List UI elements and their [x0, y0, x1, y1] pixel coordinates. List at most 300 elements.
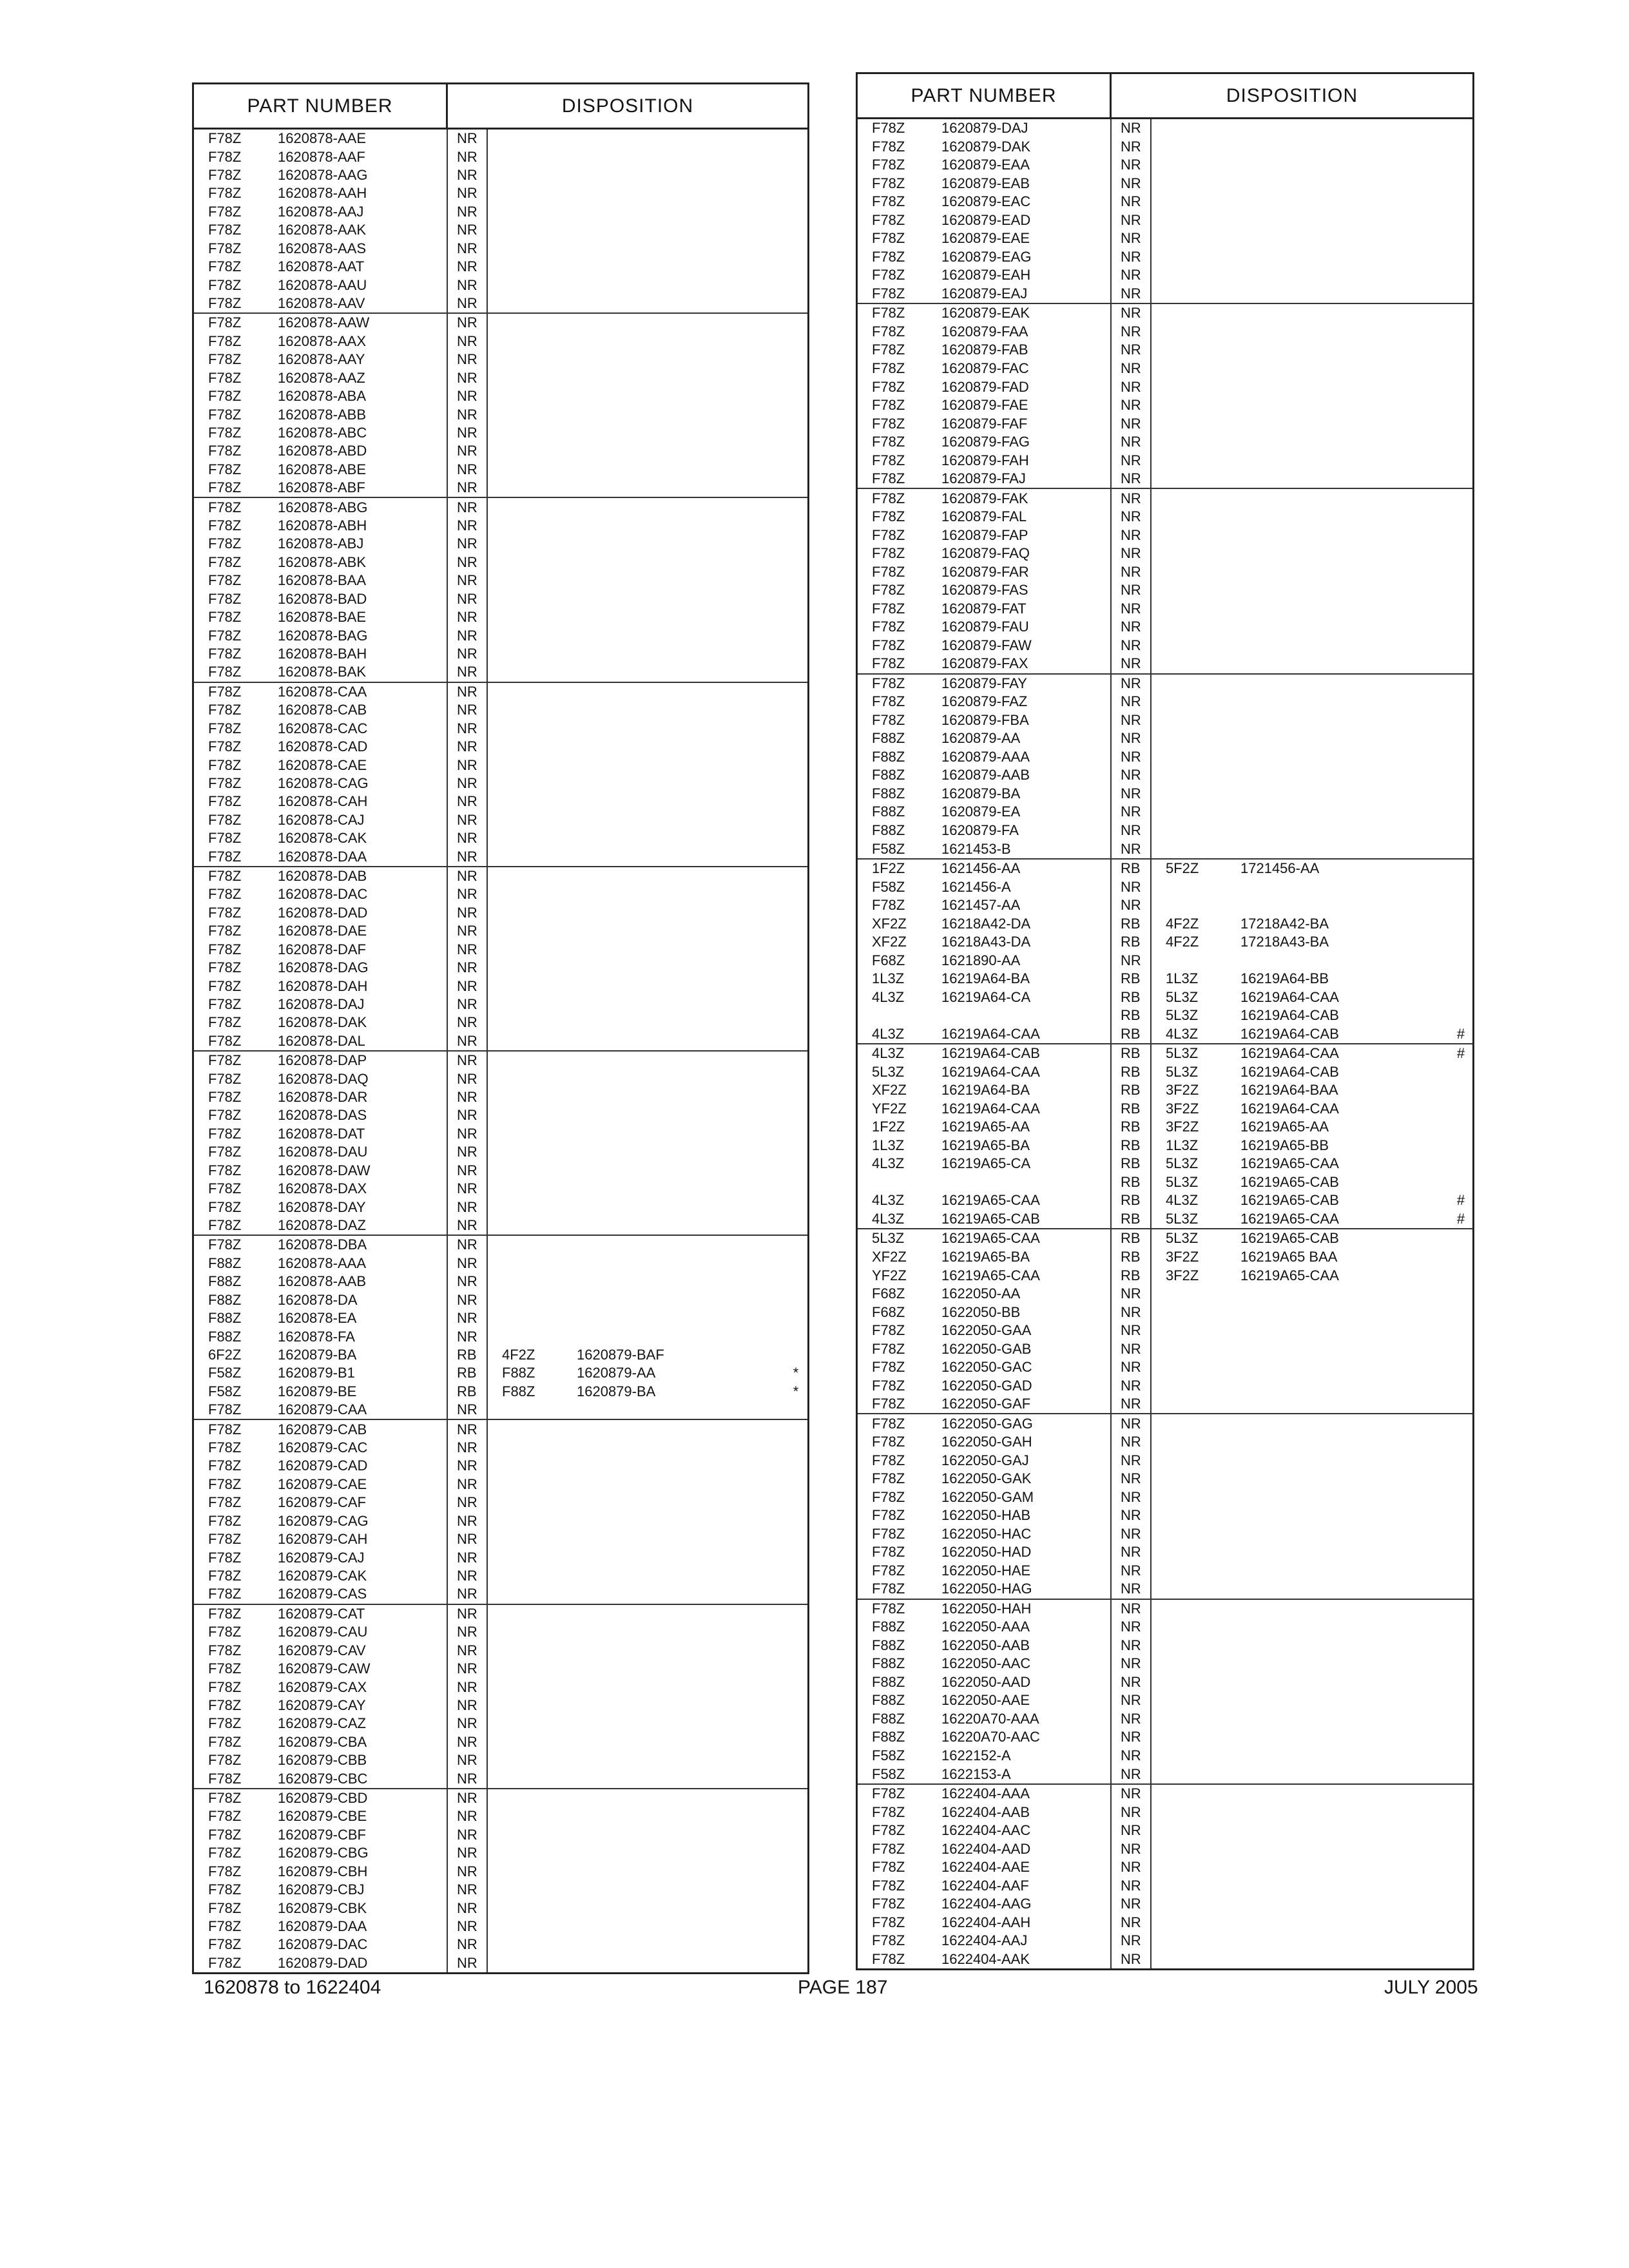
part-prefix: F78Z: [208, 369, 242, 386]
disposition-code: NR: [1112, 840, 1152, 858]
table-row: [858, 748, 1472, 767]
table-row: [194, 276, 807, 294]
table-row: [194, 1623, 807, 1641]
part-number: 16219A65-BA: [941, 1137, 1112, 1155]
table-row: [858, 193, 1472, 211]
replacement-prefix: 4F2Z: [1166, 934, 1199, 950]
part-number: 1620878-BAH: [278, 645, 448, 663]
part-prefix: F78Z: [872, 508, 905, 525]
part-number: 1620879-FAB: [941, 341, 1112, 360]
replacement-prefix: 3F2Z: [1166, 1100, 1199, 1117]
part-prefix: F78Z: [208, 683, 242, 700]
disposition-code: NR: [1112, 248, 1152, 267]
disposition-code: NR: [448, 608, 488, 626]
part-number: 1620879-EAA: [941, 156, 1112, 175]
part-prefix: F78Z: [872, 1377, 905, 1394]
disposition-code: NR: [1112, 1655, 1152, 1673]
disposition-code: NR: [1112, 1618, 1152, 1637]
part-number: 1622050-GAH: [941, 1433, 1112, 1452]
replacement-part-number: 16219A64-BAA: [1240, 1082, 1338, 1099]
disposition-header: DISPOSITION: [1226, 84, 1358, 106]
note-mark: #: [1456, 1045, 1465, 1062]
table-row: [858, 1895, 1472, 1914]
part-number: 1620878-CAB: [278, 701, 448, 719]
part-prefix: F78Z: [872, 1488, 905, 1505]
disposition-code: NR: [1112, 433, 1152, 452]
table-row: [194, 1309, 807, 1327]
part-number: 1620879-CAE: [278, 1475, 448, 1494]
part-prefix: F88Z: [208, 1273, 242, 1290]
part-number: 1620879-BA: [941, 785, 1112, 803]
table-row: [194, 130, 807, 148]
disposition-code: RB: [1112, 988, 1152, 1006]
disposition-code: NR: [448, 1807, 488, 1825]
part-number: 1620878-AAF: [278, 148, 448, 166]
disposition-code: RB: [1112, 860, 1152, 878]
table-row: [194, 1088, 807, 1106]
part-prefix: F78Z: [872, 378, 905, 395]
part-number: [941, 1173, 1112, 1192]
part-number: 1620878-DAB: [278, 867, 448, 885]
footer-range: 1620878 to 1622404: [204, 1977, 381, 1998]
part-number: 1620878-BAG: [278, 626, 448, 644]
part-prefix: F78Z: [208, 830, 242, 847]
note-mark: *: [793, 1365, 799, 1381]
disposition-code: NR: [1112, 1506, 1152, 1525]
disposition-code: NR: [1112, 1728, 1152, 1747]
table-row: [858, 1340, 1472, 1358]
table-row: [858, 1562, 1472, 1581]
part-prefix: F78Z: [872, 1434, 905, 1450]
part-number: 1620879-FAL: [941, 508, 1112, 526]
table-row: [858, 729, 1472, 748]
disposition-code: NR: [1112, 562, 1152, 581]
disposition-code: NR: [448, 1826, 488, 1844]
part-number: 1622050-HAG: [941, 1580, 1112, 1599]
replacement-part-number: 16219A64-CAA: [1240, 1045, 1339, 1062]
table-row: [194, 847, 807, 865]
disposition-code: NR: [448, 719, 488, 737]
replacement-prefix: 1L3Z: [1166, 1137, 1199, 1153]
part-prefix: F58Z: [872, 1765, 905, 1782]
disposition-code: NR: [448, 774, 488, 793]
part-number: 1620879-FAR: [941, 562, 1112, 581]
part-number: 1622050-AAE: [941, 1691, 1112, 1710]
row-group: [858, 304, 1472, 489]
table-row: [858, 878, 1472, 896]
disposition-code: NR: [1112, 785, 1152, 803]
part-prefix: F78Z: [872, 619, 905, 635]
part-number: 1620879-CAF: [278, 1494, 448, 1512]
table-row: [858, 1229, 1472, 1248]
disposition-code: NR: [1112, 748, 1152, 767]
table-row: [858, 323, 1472, 341]
part-prefix: F88Z: [208, 1328, 242, 1345]
table-row: [194, 1844, 807, 1862]
table-row: [858, 1433, 1472, 1452]
part-number: 1620878-DAJ: [278, 995, 448, 1014]
part-prefix: F78Z: [208, 1089, 242, 1106]
replacement-part-number: 16219A64-CAB: [1240, 1007, 1339, 1024]
part-number: 1620879-CBK: [278, 1899, 448, 1917]
part-number: 1622050-AAC: [941, 1655, 1112, 1673]
part-prefix: XF2Z: [872, 934, 907, 950]
table-row: [858, 266, 1472, 285]
table-row: [858, 229, 1472, 248]
disposition-code: NR: [1112, 600, 1152, 619]
part-number: 16218A42-DA: [941, 914, 1112, 933]
table-row: [194, 1475, 807, 1494]
disposition-code: NR: [1112, 1785, 1152, 1803]
part-number: 1620878-DAU: [278, 1143, 448, 1161]
part-prefix: F88Z: [208, 1310, 242, 1327]
part-prefix: F78Z: [208, 941, 242, 957]
row-group: [194, 130, 807, 314]
part-prefix: F78Z: [208, 1439, 242, 1456]
disposition-code: NR: [1112, 1803, 1152, 1821]
part-prefix: F78Z: [872, 490, 905, 506]
part-prefix: YF2Z: [872, 1267, 907, 1283]
part-number: 1622050-AAB: [941, 1637, 1112, 1655]
part-prefix: F78Z: [872, 1896, 905, 1912]
disposition-code: NR: [1112, 1376, 1152, 1395]
row-group: [858, 1600, 1472, 1785]
disposition-code: NR: [448, 387, 488, 405]
table-row: [858, 1821, 1472, 1840]
right-table-body: [858, 119, 1472, 1968]
disposition-code: NR: [448, 1032, 488, 1050]
table-row: [858, 1580, 1472, 1599]
part-prefix: F78Z: [208, 1125, 242, 1142]
disposition-code: NR: [448, 1070, 488, 1088]
table-row: [858, 1488, 1472, 1506]
table-row: [194, 1198, 807, 1216]
note-mark: #: [1456, 1210, 1465, 1227]
table-row: [858, 470, 1472, 488]
disposition-code: NR: [1112, 451, 1152, 470]
part-prefix: F78Z: [208, 1198, 242, 1215]
part-prefix: 1L3Z: [872, 1137, 905, 1153]
disposition-code: NR: [448, 1696, 488, 1715]
part-prefix: F78Z: [208, 664, 242, 680]
table-row: [194, 1070, 807, 1088]
part-number: 1620878-CAH: [278, 793, 448, 811]
disposition-code: NR: [1112, 1747, 1152, 1765]
table-row: [194, 977, 807, 995]
table-row: [858, 304, 1472, 323]
disposition-code: RB: [1112, 1100, 1152, 1119]
disposition-code: NR: [1112, 675, 1152, 693]
disposition-code: NR: [448, 1917, 488, 1936]
table-row: [194, 1863, 807, 1881]
part-number: 1622050-GAB: [941, 1340, 1112, 1358]
replacement-prefix: 5L3Z: [1166, 988, 1199, 1005]
part-number: 1620879-BA: [278, 1346, 448, 1364]
part-number: 1620878-AAX: [278, 332, 448, 351]
table-row: [858, 1803, 1472, 1821]
part-number: 1620879-FAH: [941, 451, 1112, 470]
table-row: [194, 1346, 807, 1364]
part-number: 1620878-AAE: [278, 130, 448, 148]
part-prefix: F78Z: [208, 479, 242, 496]
disposition-code: NR: [448, 1789, 488, 1807]
disposition-code: NR: [448, 1014, 488, 1032]
disposition-code: NR: [448, 1844, 488, 1862]
disposition-code: RB: [1112, 914, 1152, 933]
part-number-header: PART NUMBER: [194, 84, 448, 128]
part-prefix: F78Z: [208, 627, 242, 644]
table-row: [194, 683, 807, 701]
table-row: [194, 369, 807, 387]
replacement-prefix: 5F2Z: [1166, 860, 1199, 877]
disposition-code: NR: [1112, 637, 1152, 655]
table-row: [858, 1358, 1472, 1377]
part-number: 1620878-DAE: [278, 922, 448, 940]
replacement-part-number: 16219A65-CAB: [1240, 1173, 1339, 1190]
part-prefix: F78Z: [872, 1396, 905, 1412]
part-prefix: F78Z: [208, 1475, 242, 1492]
part-prefix: F78Z: [872, 175, 905, 191]
replacement-part-number: 16219A65-CAB: [1240, 1192, 1339, 1209]
disposition-code: RB: [1112, 1024, 1152, 1043]
part-prefix: F78Z: [208, 1881, 242, 1898]
part-number: 1620879-FA: [941, 822, 1112, 840]
part-prefix: F78Z: [872, 267, 905, 284]
table-row: [858, 1303, 1472, 1321]
replacement-part-number: 16219A64-CAA: [1240, 1100, 1339, 1117]
part-number: 1620879-EAC: [941, 193, 1112, 211]
table-row: [194, 811, 807, 829]
part-prefix: F78Z: [208, 1954, 242, 1971]
part-prefix: F78Z: [872, 711, 905, 728]
table-row: [194, 941, 807, 959]
note-mark: *: [793, 1383, 799, 1399]
part-prefix: F78Z: [872, 1562, 905, 1579]
disposition-code: RB: [1112, 1173, 1152, 1192]
part-prefix: F78Z: [208, 1531, 242, 1548]
part-number: 1620879-FAW: [941, 637, 1112, 655]
disposition-code: NR: [1112, 378, 1152, 396]
disposition-code: NR: [448, 1162, 488, 1180]
part-number: 1622050-GAC: [941, 1358, 1112, 1377]
part-number-header: PART NUMBER: [858, 74, 1112, 117]
disposition-code: RB: [448, 1346, 488, 1364]
part-number: 1620878-DA: [278, 1291, 448, 1309]
row-group: [858, 1229, 1472, 1414]
part-prefix: F78Z: [872, 341, 905, 358]
table-row: [858, 693, 1472, 711]
disposition-code: NR: [448, 1548, 488, 1566]
part-prefix: XF2Z: [872, 915, 907, 932]
table-row: [194, 1585, 807, 1603]
part-prefix: F88Z: [872, 822, 905, 838]
table-row: [858, 1006, 1472, 1025]
table-row: [858, 1173, 1472, 1192]
table-row: [194, 590, 807, 608]
part-prefix: F78Z: [872, 1544, 905, 1561]
table-row: [858, 1710, 1472, 1729]
part-number: 1620879-EAE: [941, 229, 1112, 248]
part-number: 1622050-AA: [941, 1285, 1112, 1303]
part-number: 1620878-ABE: [278, 461, 448, 479]
part-number: 1621456-A: [941, 878, 1112, 896]
disposition-code: NR: [1112, 304, 1152, 323]
part-prefix: F78Z: [872, 1359, 905, 1376]
part-number: 1620879-FAX: [941, 655, 1112, 673]
disposition-code: NR: [448, 369, 488, 387]
part-prefix: F78Z: [208, 295, 242, 311]
part-prefix: F78Z: [208, 1917, 242, 1934]
part-prefix: F78Z: [208, 1070, 242, 1087]
replacement-part-number: 16219A65-AA: [1240, 1119, 1329, 1135]
part-prefix: F78Z: [208, 1512, 242, 1529]
part-number: 1620878-DAQ: [278, 1070, 448, 1088]
table-row: [858, 1876, 1472, 1895]
replacement-part-number: 16219A64-BB: [1240, 970, 1329, 987]
part-prefix: F88Z: [872, 803, 905, 820]
part-number: 1620878-AAW: [278, 314, 448, 332]
part-number: 1620879-FAT: [941, 600, 1112, 619]
part-number: 1620878-AAJ: [278, 203, 448, 221]
disposition-code: NR: [1112, 1470, 1152, 1488]
part-number: 1622050-GAK: [941, 1470, 1112, 1488]
part-prefix: F88Z: [872, 1673, 905, 1690]
replacement-part-number: 1620879-BA: [577, 1383, 656, 1399]
table-row: [194, 1826, 807, 1844]
part-number: 1620879-FAP: [941, 526, 1112, 544]
part-prefix: F78Z: [872, 526, 905, 543]
table-row: [194, 1254, 807, 1273]
disposition-code: NR: [448, 663, 488, 681]
disposition-code: NR: [1112, 1821, 1152, 1840]
disposition-code: NR: [448, 1198, 488, 1216]
part-number: 1620879-DAC: [278, 1936, 448, 1954]
table-row: [858, 451, 1472, 470]
disposition-code: NR: [448, 1512, 488, 1530]
part-number: 1622404-AAG: [941, 1895, 1112, 1914]
part-prefix: F78Z: [872, 230, 905, 247]
table-row: [194, 867, 807, 885]
disposition-code: NR: [448, 1052, 488, 1070]
part-number: 16219A64-BA: [941, 970, 1112, 988]
part-prefix: F78Z: [872, 1415, 905, 1432]
table-row: [858, 1100, 1472, 1119]
disposition-code: NR: [1112, 1562, 1152, 1581]
part-number: 1622050-AAA: [941, 1618, 1112, 1637]
part-prefix: F78Z: [872, 1950, 905, 1967]
part-number: 1620878-CAC: [278, 719, 448, 737]
part-prefix: F78Z: [208, 222, 242, 238]
part-number: 1620878-DAL: [278, 1032, 448, 1050]
part-number: 1620879-EAD: [941, 211, 1112, 230]
part-prefix: F78Z: [208, 1678, 242, 1695]
table-row: [858, 248, 1472, 267]
table-row: [858, 1248, 1472, 1267]
part-prefix: F78Z: [208, 1845, 242, 1861]
disposition-code: NR: [448, 1125, 488, 1143]
part-number: 1620879-CAD: [278, 1457, 448, 1475]
part-prefix: F78Z: [208, 258, 242, 275]
part-number: 1621457-AA: [941, 896, 1112, 915]
disposition-code: NR: [1112, 360, 1152, 378]
part-number: 1620878-AAS: [278, 240, 448, 258]
table-row: [858, 1785, 1472, 1803]
disposition-code: RB: [1112, 1081, 1152, 1100]
disposition-code: NR: [1112, 526, 1152, 544]
table-row: [194, 1273, 807, 1291]
part-prefix: 4L3Z: [872, 1155, 905, 1172]
part-number: 1620878-DAA: [278, 847, 448, 865]
part-prefix: F78Z: [872, 1822, 905, 1839]
table-row: [194, 719, 807, 737]
part-prefix: F78Z: [208, 1144, 242, 1160]
part-prefix: F78Z: [208, 702, 242, 718]
disposition-code: NR: [1112, 175, 1152, 193]
table-row: [858, 1673, 1472, 1692]
disposition-code: NR: [1112, 138, 1152, 157]
disposition-code: NR: [1112, 951, 1152, 970]
table-row: [194, 1641, 807, 1659]
part-number: 1620879-FAG: [941, 433, 1112, 452]
table-row: [858, 970, 1472, 988]
table-row: [858, 655, 1472, 673]
part-number: 1620878-DBA: [278, 1236, 448, 1254]
replacement-part-number: 16219A64-CAB: [1240, 1025, 1339, 1042]
table-row: [858, 1376, 1472, 1395]
disposition-code: NR: [1112, 193, 1152, 211]
row-group: [858, 675, 1472, 860]
disposition-code: NR: [448, 977, 488, 995]
disposition-code: NR: [448, 738, 488, 756]
disposition-code: NR: [1112, 489, 1152, 508]
part-prefix: F78Z: [208, 1752, 242, 1769]
disposition-code: NR: [1112, 285, 1152, 303]
part-number: 1620879-CBJ: [278, 1881, 448, 1899]
replacement-prefix: 3F2Z: [1166, 1082, 1199, 1099]
part-prefix: F78Z: [872, 1507, 905, 1524]
table-row: [194, 1917, 807, 1936]
row-group: [858, 1785, 1472, 1968]
table-row: [858, 378, 1472, 396]
part-number: 1622050-HAD: [941, 1543, 1112, 1562]
disposition-code: NR: [448, 258, 488, 276]
disposition-code: NR: [448, 1936, 488, 1954]
disposition-code: NR: [1112, 1876, 1152, 1895]
table-row: [194, 1327, 807, 1345]
table-row: [858, 822, 1472, 840]
table-row: [858, 1932, 1472, 1950]
table-row: [194, 332, 807, 351]
part-number: 1620878-AAH: [278, 184, 448, 202]
disposition-code: NR: [1112, 581, 1152, 600]
disposition-code: RB: [448, 1364, 488, 1382]
part-number: 1620878-AAK: [278, 221, 448, 239]
part-prefix: F68Z: [872, 1303, 905, 1320]
part-prefix: F78Z: [208, 1624, 242, 1640]
table-row: [858, 896, 1472, 915]
disposition-code: NR: [448, 590, 488, 608]
disposition-code: NR: [448, 756, 488, 774]
part-prefix: F88Z: [872, 1710, 905, 1727]
part-number: 1620878-DAD: [278, 904, 448, 922]
part-number: 1622404-AAJ: [941, 1932, 1112, 1950]
part-prefix: F78Z: [208, 1642, 242, 1658]
table-row: [194, 1236, 807, 1254]
replacement-part-number: 1721456-AA: [1240, 860, 1320, 877]
part-number: 1621453-B: [941, 840, 1112, 858]
part-number: 1620878-DAF: [278, 941, 448, 959]
table-row: [194, 774, 807, 793]
